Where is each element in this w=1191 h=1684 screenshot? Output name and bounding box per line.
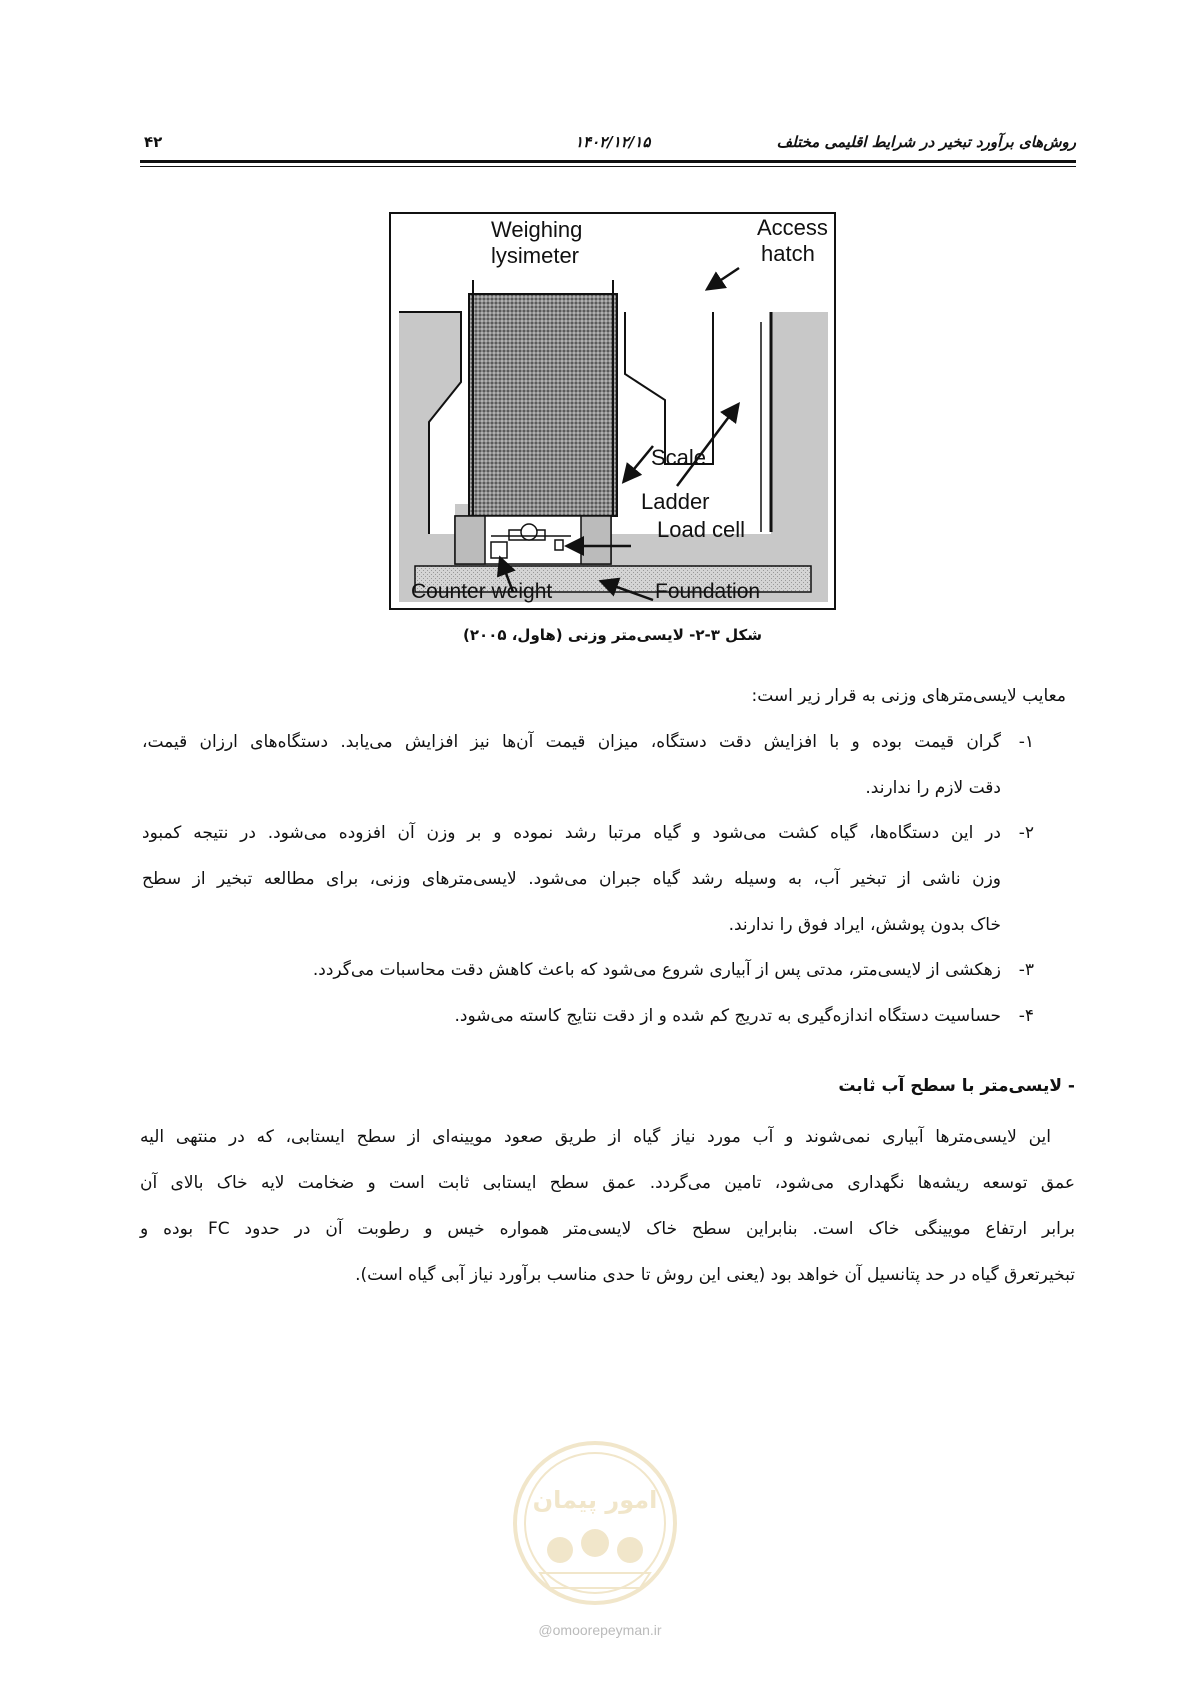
paragraph-line-2: عمق توسعه ریشه‌ها نگهداری می‌شود، تامین می‌گردد. عمق سطح ایستابی ثابت است و ضخامت لایه خاک بالای آن bbox=[140, 1173, 1075, 1193]
header-date: ۱۴۰۲/۱۲/۱۵ bbox=[575, 133, 651, 151]
intro-text: معایب لایسی‌مترهای وزنی به قرار زیر است: bbox=[751, 686, 1066, 706]
item-4-number: ۴- bbox=[1018, 1006, 1034, 1026]
item-1-line-1: گران قیمت بوده و با افزایش دقت دستگاه، میزان قیمت آن‌ها نیز افزایش می‌یابد. دستگاه‌های ارزان قیمت، bbox=[142, 732, 1001, 752]
item-2-line-2: وزن ناشی از تبخیر آب، به وسیله رشد گیاه جبران می‌شود. لایسی‌مترهای وزنی، برای مطالعه تبخیر از سطح bbox=[142, 869, 1001, 889]
watermark-logo bbox=[510, 1438, 680, 1608]
paragraph-line-4: تبخیرتعرق گیاه در حد پتانسیل آن خواهد بود (یعنی این روش تا حدی مناسب برآورد نیاز آبی گیاه است). bbox=[355, 1265, 1075, 1285]
item-1-line-2: دقت لازم را ندارند. bbox=[865, 778, 1001, 798]
item-4-line-1: حساسیت دستگاه اندازه‌گیری به تدریج کم شده و از دقت نتایج کاسته می‌شود. bbox=[454, 1006, 1001, 1026]
paragraph-line-3: برابر ارتفاع مویینگی خاک است. بنابراین سطح خاک لایسی‌متر همواره خیس و رطوبت آن در حدود FC بوده و bbox=[140, 1219, 1075, 1239]
scale-pivot bbox=[521, 524, 537, 540]
logo-outer-ring bbox=[515, 1443, 675, 1603]
scale-support-block bbox=[581, 516, 611, 564]
watermark-url: @omoorepeyman.ir bbox=[538, 1622, 662, 1638]
running-header bbox=[140, 130, 1076, 160]
label-counter-weight: Counter weight bbox=[411, 580, 553, 603]
logo-text: امور پیمان bbox=[532, 1486, 658, 1514]
item-3-number: ۳- bbox=[1018, 960, 1034, 980]
header-title: روش‌های برآورد تبخیر در شرایط اقلیمی مختلف bbox=[776, 133, 1076, 151]
counter-weight-block bbox=[455, 516, 485, 564]
label-weighing: Weighing bbox=[491, 217, 583, 242]
paragraph-line-1: این لایسی‌مترها آبیاری نمی‌شوند و آب مورد نیاز گیاه از طریق صعود مویینه‌ای از سطح ایستابی، که در منتهی الیه bbox=[140, 1127, 1051, 1147]
load-cell bbox=[555, 540, 563, 550]
logo-house-icon bbox=[617, 1537, 643, 1563]
header-rule-thin bbox=[140, 166, 1076, 167]
soil-tank bbox=[469, 294, 617, 516]
label-scale: Scale bbox=[651, 445, 707, 470]
item-1-number: ۱- bbox=[1018, 732, 1034, 752]
logo-scale-icon bbox=[547, 1537, 573, 1563]
item-3-line-1: زهکشی از لایسی‌متر، مدتی پس از آبیاری شروع می‌شود که باعث کاهش دقت محاسبات می‌گردد. bbox=[312, 960, 1001, 980]
access-hatch-arrow bbox=[709, 268, 739, 288]
item-2-line-1: در این دستگاه‌ها، گیاه کشت می‌شود و گیاه مرتبا رشد نموده و بر وزن آن افزوده می‌شود. در نتیجه کمبود bbox=[142, 823, 1001, 843]
access-pit bbox=[625, 312, 713, 464]
logo-person-icon bbox=[581, 1529, 609, 1557]
item-2-line-3: خاک بدون پوشش، ایراد فوق را ندارند. bbox=[728, 915, 1001, 935]
counter-weight bbox=[491, 542, 507, 558]
label-hatch: hatch bbox=[761, 241, 815, 266]
lysimeter-figure bbox=[389, 212, 836, 610]
label-access: Access bbox=[757, 215, 828, 240]
label-foundation: Foundation bbox=[655, 580, 761, 603]
scale-arrow bbox=[625, 446, 653, 480]
page-number: ۴۲ bbox=[144, 133, 163, 151]
label-load-cell: Load cell bbox=[657, 517, 746, 542]
figure-caption: شکل ۳-۲- لایسی‌متر وزنی (هاول، ۲۰۰۵) bbox=[463, 626, 762, 644]
label-ladder: Ladder bbox=[641, 489, 710, 514]
header-rule-thick bbox=[140, 160, 1076, 163]
lysimeter-diagram bbox=[391, 214, 836, 610]
item-2-number: ۲- bbox=[1018, 823, 1034, 843]
label-lysimeter: lysimeter bbox=[491, 243, 580, 268]
section-heading: - لایسی‌متر با سطح آب ثابت bbox=[838, 1076, 1075, 1096]
